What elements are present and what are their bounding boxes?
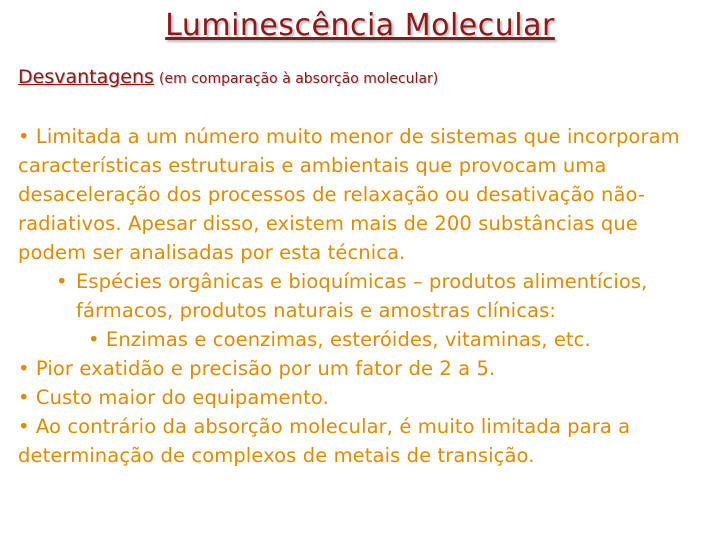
bullet-text: Custo maior do equipamento. (35, 386, 329, 409)
bullet-text: Ao contrário da absorção molecular, é muito limitada para a determinação de complexos de metais de transição. (18, 415, 631, 467)
bullet-text: Espécies orgânicas e bioquímicas – produtos alimentícios, fármacos, produtos naturais e amostras clínicas: (76, 270, 648, 322)
bullet-marker: • (18, 357, 30, 380)
bullet-text: Limitada a um número muito menor de sistemas que incorporam características estruturais e ambientais que provocam uma desaceleração dos processos de relaxação ou desativação não-radiativos. Apesar disso, existem mais de 200 substâncias que podem ser analisadas por esta técnica. (18, 125, 680, 264)
bullet-marker: • (56, 270, 68, 293)
bullet-item-3 (18, 325, 708, 354)
subtitle-heading: Desvantagens (18, 66, 154, 88)
bullet-marker: • (18, 125, 30, 148)
bullet-item-6 (18, 412, 708, 470)
bullet-item-4 (18, 354, 708, 383)
bullet-marker: • (18, 415, 30, 438)
subtitle-note: (em comparação à absorção molecular) (159, 71, 439, 87)
bullet-list (18, 122, 708, 470)
bullet-marker: • (18, 386, 30, 409)
bullet-item-1 (18, 122, 708, 267)
bullet-item-5 (18, 383, 708, 412)
bullet-text: Enzimas e coenzimas, esteróides, vitaminas, etc. (105, 328, 591, 351)
subtitle (18, 66, 438, 88)
bullet-item-2 (18, 267, 708, 325)
bullet-marker: • (88, 328, 100, 351)
bullet-text: Pior exatidão e precisão por um fator de 2 a 5. (35, 357, 496, 380)
slide-title: Luminescência Molecular (165, 8, 555, 43)
